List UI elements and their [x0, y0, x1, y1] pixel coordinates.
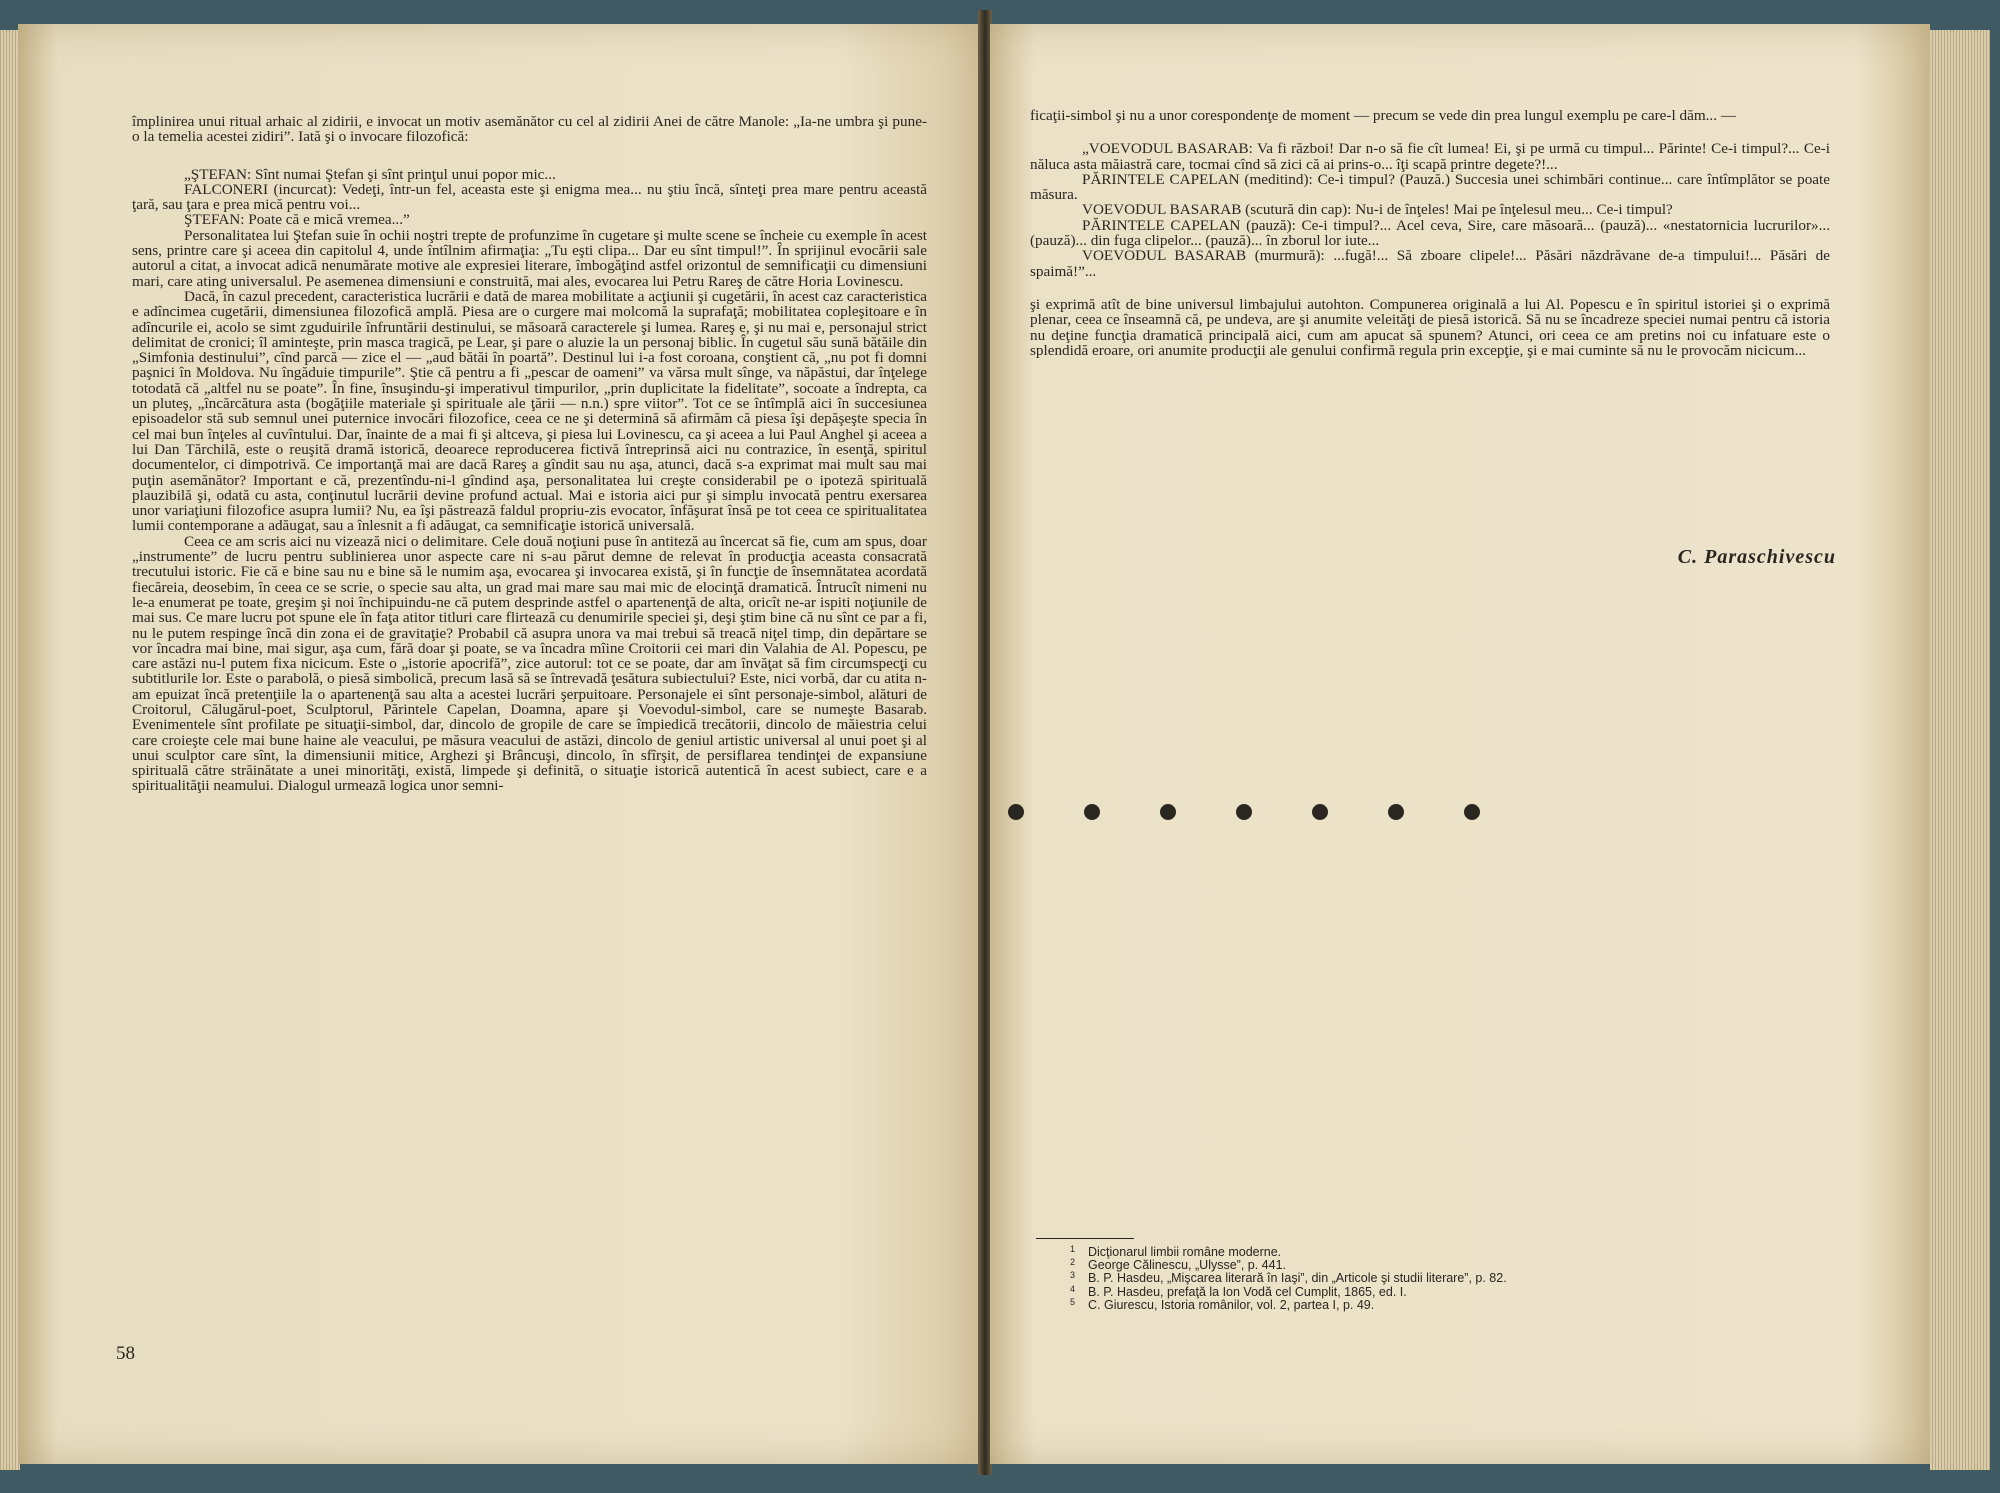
- author-signature: C. Paraschivescu: [1677, 546, 1836, 568]
- divider-dot: [1464, 804, 1480, 820]
- paragraph: Dacă, în cazul precedent, caracteristica lucrării e dată de marea mobilitate a acţiunii şi cugetării, în acest caz caracteristica e adîncimea cugetării, dimensiunea filozofică amplă. Piesa are o curgere mai molcomă la suprafaţă; mobilitatea copleşitoare e în adîncurile ei, acolo se simt zguduirile înfruntării destinului, se măsoară caracterele şi lumea. Rareş e, şi nu mai e, personajul strict delimitat de cronici; îl aminteşte, prin masca tragică, pe Lear, şi pare o aluzie la un personaj biblic. În cugetul său sună bătăile din „Simfonia destinului”, cînd parcă — zice el — „aud bătăi în poartă”. Destinul lui i-a fost coroana, conştient că, „nu pot fi domni paşnici în Moldova. Nu îngăduie timpurile”. Ştie că pentru a fi „pescar de oameni” va vărsa mult sînge, va năpăstui, dar înţelege totodată că „altfel nu se poate”. În fine, însuşindu-şi imperativul timpurilor, „prin duplicitate la fidelitate”, socoate a îndrepta, ca un pluteş, „încărcătura asta (bogăţiile materiale şi spirituale ale ţării — n.n.) spre viitor”. Tot ce se întîmplă aici în succesiunea episoadelor stă sub semnul unei puternice invocări filozofice, ceea ce ne şi determină să afirmăm că piesa îşi depăşeşte specia în cel mai bun înţeles al cuvîntului. Dar, înainte de a mai fi şi altceva, şi piesa lui Lovinescu, ca şi aceea a lui Paul Anghel şi aceea a lui Dan Tărchilă, este o reuşită dramă istorică, deoarece reproducerea fictivă întreprinsă aici nu contrazice, în esenţă, spiritul documentelor, ci dimpotrivă. Ce importanţă mai are dacă Rareş a gîndit sau nu aşa, atunci, dacă s-a exprimat mai mult sau mai puţin asemănător? Important e că, prezentîndu-ni-l gîndind aşa, personalitatea lui creşte considerabil pe o ipoteză spirituală plauzibilă şi, odată cu asta, conţinutul lucrării devine profund actual. Mai e istoria aici pur şi simplu invocată pentru exersarea unor variaţiuni filozofice asupra lumii? Nu, ea îşi păstrează faldul propriu-zis evocator, înfăşurat însă pe tot ceea ce spiritualitatea lumii contemporane a adăugat, sau a înlesnit a fi adăugat, ca semnificaţie istorică universală.: [132, 287, 927, 535]
- left-page-text: [132, 114, 927, 794]
- footnote-rule: [1036, 1238, 1134, 1239]
- divider-dot: [1160, 804, 1176, 820]
- footnote-number: 5: [1070, 1296, 1076, 1307]
- footnote-text: B. P. Hasdeu, „Mişcarea literară în Iaşi”, din „Articole şi studii literare”, p. 82.: [1088, 1271, 1507, 1286]
- paragraph: împlinirea unui ritual arhaic al zidirii, e invocat un motiv asemănător cu cel al zidirii Anei de către Manole: „Ia-ne umbra şi pune-o la temelia acestei zidiri”. Iată şi o invocare filozofică:: [132, 113, 927, 146]
- dialogue-line: „VOEVODUL BASARAB: Va fi război! Dar n-o să fie cît lumea! Ei, şi pe urmă cu timpul... Părinte! Ce-i timpul?... Ce-i năluca asta măiastră care, tocmai cînd să zici că ai prins-o... îţi scapă printre degete?!...: [1030, 140, 1830, 173]
- dialogue-line: VOEVODUL BASARAB (murmură): ...fugă!... Să zboare clipele!... Păsări năzdrăvane de-a timpului!... Păsări de spaimă!”...: [1030, 247, 1830, 280]
- divider-dot: [1312, 804, 1328, 820]
- footnote-text: George Călinescu, „Ulysse”, p. 441.: [1088, 1258, 1287, 1273]
- paragraph: Ceea ce am scris aici nu vizează nici o delimitare. Cele două noţiuni puse în antiteză au încercat să fie, cum am spus, doar „instrumente” de lucru pentru sublinierea unor aspecte care ni s-au părut demne de relevat în producţia aceasta consacrată trecutului istoric. Fie că e bine sau nu e bine să le numim aşa, evocarea şi invocarea există, şi în funcţie de însemnătatea acordată fiecăreia, deosebim, în ceea ce se scrie, o specie sau alta, un grad mai mare sau mai mic de elocinţă dramatică. Întrucît nimeni nu le-a enumerat pe toate, greşim şi noi închipuindu-ne că putem desprinde astfel o apartenenţă de alta, oricît ne-ar ispiti noţiunile de mai sus. Ce mare lucru pot spune ele în faţa atitor titluri care flirtează cu denumirile speciei şi, deşi ştim bine că nu sînt ce par a fi, nu le putem respinge încă din zona ei de gravitaţie? Probabil că asupra unora va mai trebui să treacă niţel timp, din depărtare se vor încadra mai bine, mai sigur, aşa cum, fără doar şi poate, se va încadra mîine Croitorii cei mari din Valahia de Al. Popescu, pe care astăzi nu-l putem fixa nicicum. Este o „istorie apocrifă”, zice autorul: tot ce se poate, dar am învăţat să fim circumspecţi cu subtitlurile lor. Este o parabolă, o piesă simbolică, precum lasă să se întrevadă ţesătura subiectului? Este, nici vorbă, dar cu atita n-am epuizat încă pretenţiile la o apartenenţă sau alta a acestei lucrări şerpuitoare. Personajele ei sînt personaje-simbol, alături de Croitorul, Călugărul-poet, Sculptorul, Părintele Capelan, Doamna, apare şi Voevodul-simbol, care se numeşte Basarab. Evenimentele sînt profilate pe situaţii-simbol, dar, dincolo de gropile de care se împiedică trecătorii, dincolo de măiestria celui care croieşte cele mai bune haine ale veacului, pe măsura veacului de astăzi, dincolo de geniul artistic universal al unui poet şi al unui sculptor care sînt, la dimensiunii mitice, Arghezi şi Brâncuşi, dincolo, în sfîrşit, de persiflarea tendinţei de expansiune spirituală către străinătate a unei minorităţi, există, limpede şi definită, o situaţie istorică autentică în acest subiect, care e a spiritualităţii neamului. Dialogul urmează logica unor semni-: [132, 532, 927, 795]
- footnote-text: C. Giurescu, Istoria românilor, vol. 2, partea I, p. 49.: [1088, 1297, 1375, 1312]
- divider-dot: [1008, 804, 1024, 820]
- paragraph: ficaţii-simbol şi nu a unor corespondenţe de moment — precum se vede din prea lungul exemplu pe care-l dăm... —: [1030, 107, 1737, 124]
- footnote-number: 1: [1070, 1244, 1076, 1254]
- page-number: 58: [116, 1343, 135, 1364]
- divider-dot: [1236, 804, 1252, 820]
- dialogue-line: PĂRINTELE CAPELAN (meditind): Ce-i timpul? (Pauză.) Succesia unei schimbări continue... care întîmplător se poate măsura.: [1030, 170, 1830, 204]
- footnote-number: 4: [1070, 1283, 1076, 1294]
- dialogue-line: ŞTEFAN: Poate că e mică vremea...”: [184, 211, 410, 229]
- divider-dot: [1388, 804, 1404, 820]
- dialogue-line: „ŞTEFAN: Sînt numai Ştefan şi sînt prinţul unui popor mic...: [184, 165, 556, 183]
- dialogue-line: PĂRINTELE CAPELAN (pauză): Ce-i timpul?... Acel ceva, Sire, care măsoară... (pauză)... «nestatornicia lucrurilor»... (pauză)... din fuga clipelor... (pauză)... în zborul lor iute...: [1030, 216, 1830, 250]
- footnote-number: 2: [1070, 1257, 1076, 1268]
- footnote-text: B. P. Hasdeu, prefaţă la Ion Vodă cel Cumplit, 1865, ed. I.: [1088, 1284, 1407, 1299]
- book-page-edges-left: [0, 30, 20, 1470]
- paragraph: şi exprimă atît de bine universul limbajului autohton. Compunerea originală a lui Al. Popescu e în spiritul istoriei şi o exprimă plenar, ceea ce înseamnă că, pe undeva, are şi anumite veleităţi de piesă istorică. Să nu se încadreze speciei numai pentru că istoria nu deţine funcţia dramatică principală aici, cum am apucat să spunem? Atunci, ori ceea ce am pretins noi cu infatuare este o splendidă eroare, ori anumite producţii ale genului confirmă regula prin excepţie, şi e mai cuminte să nu le provocăm nicicum...: [1030, 295, 1830, 359]
- divider-dot: [1084, 804, 1100, 820]
- right-page-text: [1030, 108, 1830, 358]
- book-page-edges-right: [1930, 30, 1990, 1470]
- footnotes: [1070, 1246, 1830, 1312]
- section-divider-dots: [1008, 800, 1488, 824]
- paragraph: Personalitatea lui Ştefan suie în ochii noştri trepte de profunzime în cugetare şi multe scene se încheie cu exemple în acest sens, printre care şi aceea din capitolul 4, unde întîlnim afirmaţia: „Tu eşti clipa... Dar eu sînt timpul!”. În sprijinul evocării sale autorul a citat, a invocat adică nenumărate motive ale expresiei literare, îmbogăţind astfel orizontul de semnificaţii cu dimensiuni mari, care ating universalul. Pe asemenea dimensiuni e construită, mai ales, evocarea lui Petru Rareş de către Horia Lovinescu.: [132, 226, 927, 290]
- dialogue-line: FALCONERI (incurcat): Vedeţi, într-un fel, aceasta este şi enigma mea... nu ştiu încă, sînteţi prea mare pentru această ţară, sau ţara e prea mică pentru voi...: [132, 180, 927, 214]
- dialogue-line: VOEVODUL BASARAB (scutură din cap): Nu-i de înţeles! Mai pe înţelesul meu... Ce-i timpul?: [1082, 201, 1673, 219]
- footnote-number: 3: [1070, 1270, 1076, 1281]
- footnote: [1070, 1296, 1830, 1312]
- footnote-text: Dicţionarul limbii române moderne.: [1088, 1245, 1282, 1259]
